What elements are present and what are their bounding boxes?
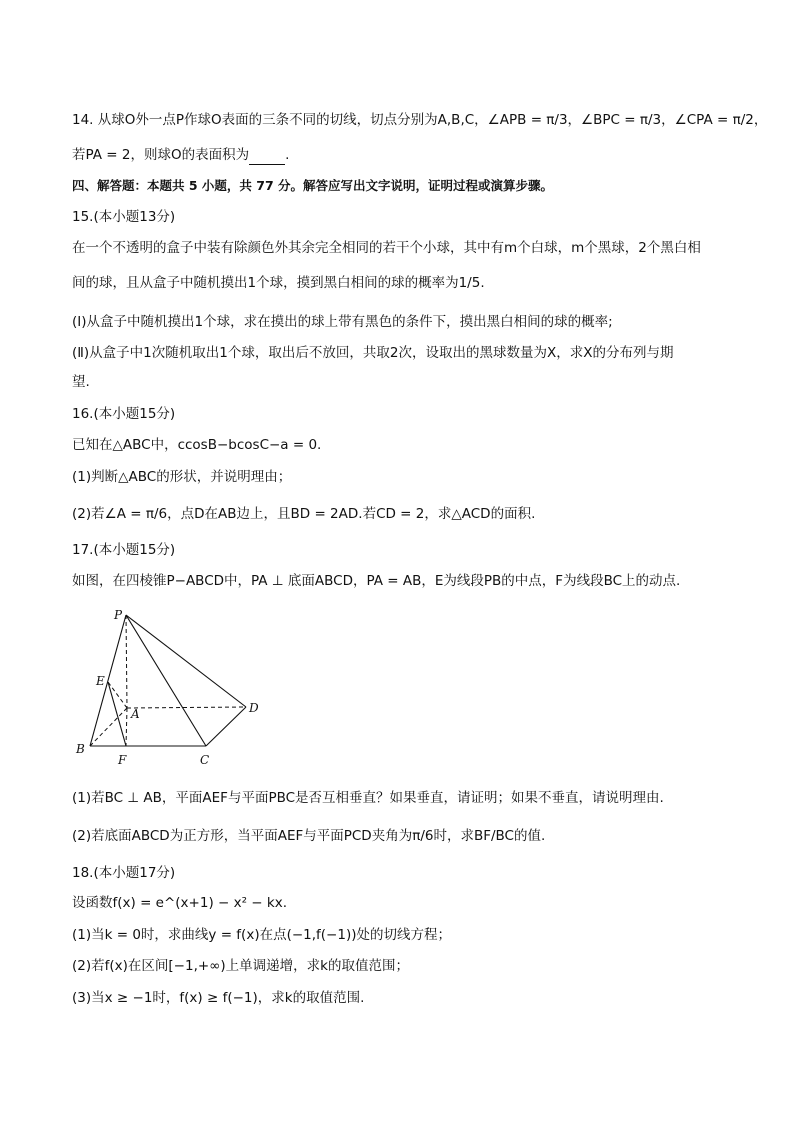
label-D: D [249, 701, 259, 715]
edge-PD [126, 615, 246, 707]
q18-given: 设函数f(x) = e^(x+1) − x² − kx. [72, 895, 287, 911]
q15-part2-cont: 望. [72, 374, 90, 390]
q18-part3: (3)当x ≥ −1时，f(x) ≥ f(−1)，求k的取值范围. [72, 990, 365, 1006]
edge-CD [206, 707, 246, 746]
edge-AF [126, 708, 127, 746]
q15-part2: (Ⅱ)从盒子中1次随机取出1个球，取出后不放回，共取2次，设取出的黑球数量为X，求X的分布列与期 [72, 345, 674, 361]
q16-header: 16.(本小题15分) [72, 406, 176, 422]
edge-AE [108, 682, 127, 708]
q17-part2: (2)若底面ABCD为正方形，当平面AEF与平面PCD夹角为π/6时，求BF/BC的值. [72, 828, 546, 844]
q17-header: 17.(本小题15分) [72, 542, 176, 558]
label-E: E [96, 674, 105, 688]
edge-EF [108, 682, 126, 746]
q18-part2: (2)若f(x)在区间[−1,+∞)上单调递增，求k的取值范围； [72, 958, 409, 974]
q15-line2: 间的球，且从盒子中随机摸出1个球，摸到黑白相间的球的概率为1/5. [72, 275, 485, 291]
q14-period: . [285, 147, 290, 163]
label-C: C [200, 753, 210, 767]
q14-line1: 14. 从球O外一点P作球O表面的三条不同的切线，切点分别为A,B,C，∠APB = π/3，∠BPC = π/3，∠CPA = π/2， [72, 112, 768, 128]
q16-part2: (2)若∠A = π/6，点D在AB边上，且BD = 2AD.若CD = 2，求△ACD的面积. [72, 506, 536, 522]
q14-line2 [72, 145, 289, 165]
q15-part1: (Ⅰ)从盒子中随机摸出1个球，求在摸出的球上带有黑色的条件下，摸出黑白相间的球的概率; [72, 314, 613, 330]
q15-line1: 在一个不透明的盒子中装有除颜色外其余完全相同的若干个小球，其中有m个白球，m个黑球，2个黑白相 [72, 240, 701, 256]
q16-given: 已知在△ABC中，ccosB−bcosC−a = 0. [72, 437, 322, 453]
q16-part1: (1)判断△ABC的形状，并说明理由； [72, 469, 292, 485]
edge-AD [127, 707, 246, 708]
label-B: B [76, 742, 85, 756]
q14-line2-text: 若PA = 2，则球O的表面积为 [72, 147, 250, 163]
q17-given: 如图，在四棱锥P−ABCD中，PA ⊥ 底面ABCD，PA = AB，E为线段PB的中点，F为线段BC上的动点. [72, 573, 681, 589]
section-4-heading: 四、解答题：本题共 5 小题，共 77 分。解答应写出文字说明，证明过程或演算步骤。 [72, 178, 554, 193]
q18-header: 18.(本小题17分) [72, 865, 176, 881]
label-P: P [114, 608, 123, 622]
answer-blank [249, 150, 285, 165]
label-A: A [131, 707, 140, 721]
q17-part1: (1)若BC ⊥ AB，平面AEF与平面PBC是否互相垂直？如果垂直，请证明；如果不垂直，请说明理由. [72, 790, 664, 806]
edge-PA [126, 615, 127, 708]
q15-header: 15.(本小题13分) [72, 209, 176, 225]
label-F: F [118, 753, 127, 767]
edge-PC [126, 615, 206, 746]
q18-part1: (1)当k = 0时，求曲线y = f(x)在点(−1,f(−1))处的切线方程； [72, 927, 451, 943]
pyramid-figure [70, 604, 270, 774]
